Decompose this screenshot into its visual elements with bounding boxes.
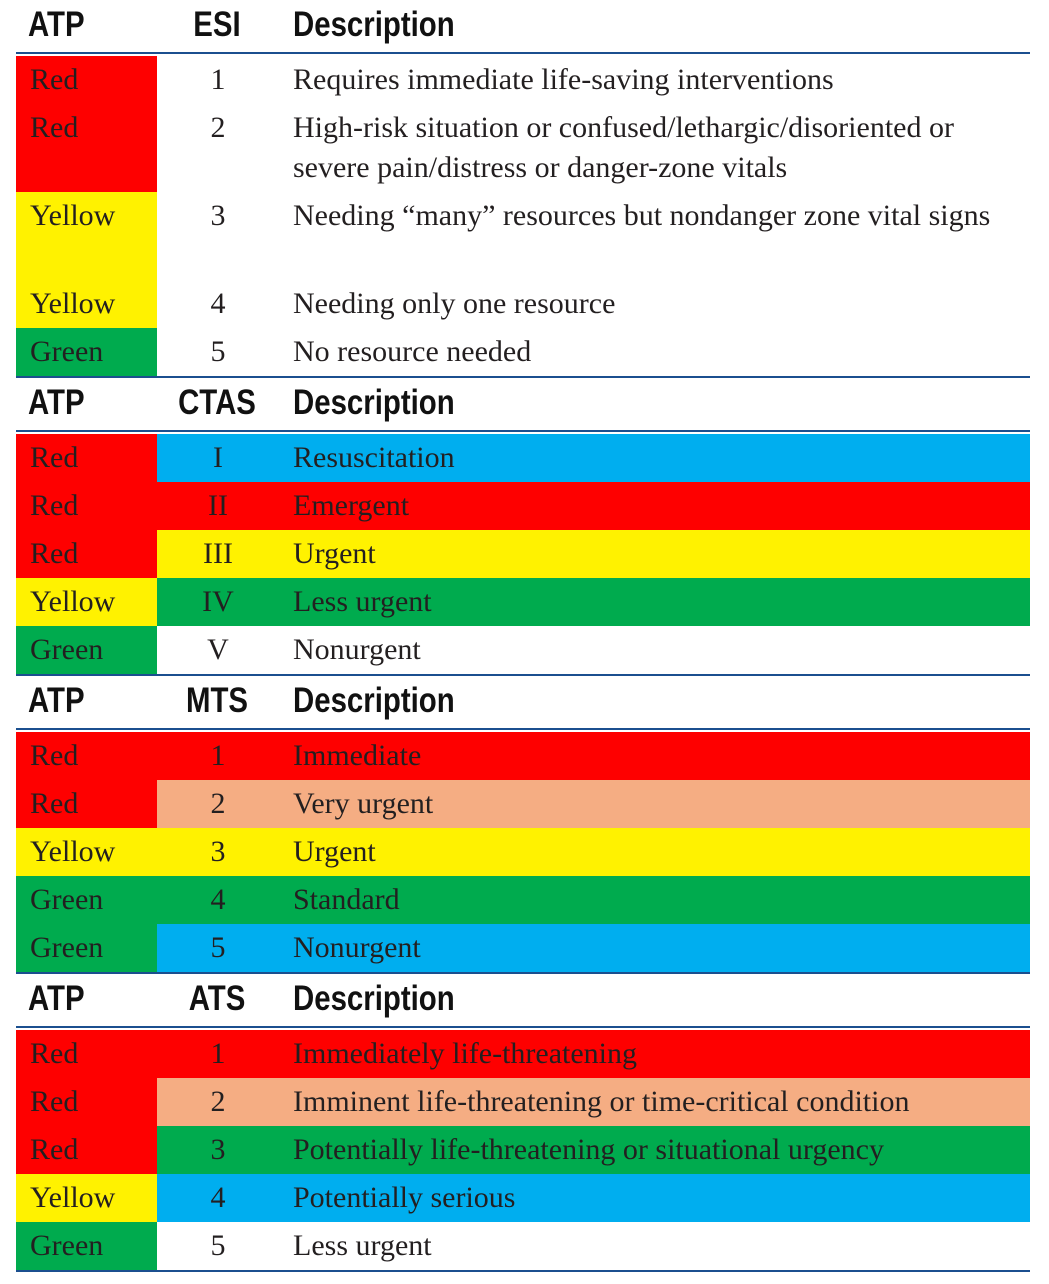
atp-cell: Red	[16, 56, 157, 104]
table-row	[16, 192, 1030, 280]
atp-cell: Yellow	[16, 1174, 157, 1222]
atp-cell: Red	[16, 434, 157, 482]
header-description: Description	[293, 681, 455, 720]
atp-cell: Red	[16, 1126, 157, 1174]
table-row	[16, 828, 1030, 876]
table-row	[16, 328, 1030, 376]
atp-cell: Green	[16, 328, 157, 376]
description-cell: Nonurgent	[293, 931, 421, 964]
atp-cell: Yellow	[16, 280, 157, 328]
atp-cell: Red	[16, 732, 157, 780]
atp-cell: Red	[16, 1078, 157, 1126]
level-cell: 5	[210, 931, 226, 964]
table-row	[16, 482, 1030, 530]
header-atp: ATP	[28, 979, 85, 1018]
header-atp: ATP	[28, 681, 85, 720]
description-cell: Standard	[293, 883, 400, 916]
triage-scale-comparison	[16, 0, 1030, 1272]
table-row	[16, 1078, 1030, 1126]
atp-cell: Red	[16, 482, 157, 530]
table-header	[16, 676, 1030, 730]
header-description: Description	[293, 979, 455, 1018]
table-row	[16, 1174, 1030, 1222]
atp-cell: Red	[16, 104, 157, 192]
atp-cell: Red	[16, 1030, 157, 1078]
table-header	[16, 378, 1030, 432]
header-system: MTS	[185, 681, 249, 720]
table-row	[16, 1030, 1030, 1078]
atp-cell: Yellow	[16, 828, 157, 876]
atp-cell: Green	[16, 626, 157, 674]
header-system: ATS	[188, 979, 246, 1018]
level-cell: 4	[210, 1181, 226, 1214]
description-cell: No resource needed	[293, 335, 532, 368]
level-cell: 5	[210, 335, 226, 368]
level-cell: 3	[210, 1133, 226, 1166]
description-cell: High-risk situation or confused/lethargic/disoriented or severe pain/distress or danger-zone vitals	[293, 111, 954, 184]
level-cell: V	[207, 633, 229, 666]
level-cell: 2	[210, 1085, 226, 1118]
level-cell: 2	[210, 787, 226, 820]
triage-table-esi	[16, 0, 1030, 378]
triage-table-ats	[16, 974, 1030, 1272]
atp-cell: Yellow	[16, 578, 157, 626]
atp-cell: Red	[16, 780, 157, 828]
table-row	[16, 280, 1030, 328]
triage-table-mts	[16, 676, 1030, 974]
table-row	[16, 780, 1030, 828]
level-cell: 5	[210, 1229, 226, 1262]
atp-cell: Red	[16, 530, 157, 578]
triage-table-ctas	[16, 378, 1030, 676]
description-cell: Very urgent	[293, 787, 434, 820]
table-row	[16, 530, 1030, 578]
description-cell: Less urgent	[293, 585, 432, 618]
description-cell: Emergent	[293, 489, 410, 522]
level-cell: 3	[210, 835, 226, 868]
level-cell: II	[208, 489, 228, 522]
table-row	[16, 1222, 1030, 1270]
table-row	[16, 1126, 1030, 1174]
level-cell: 4	[210, 883, 226, 916]
level-cell: 1	[210, 739, 226, 772]
description-cell: Needing only one resource	[293, 287, 616, 320]
level-cell: III	[203, 537, 233, 570]
description-cell: Potentially life-threatening or situational urgency	[293, 1133, 884, 1166]
description-cell: Less urgent	[293, 1229, 432, 1262]
description-cell: Resuscitation	[293, 441, 455, 474]
table-row	[16, 104, 1030, 192]
description-cell: Nonurgent	[293, 633, 421, 666]
header-system: CTAS	[178, 383, 256, 422]
table-row	[16, 732, 1030, 780]
table-row	[16, 626, 1030, 674]
description-cell: Requires immediate life-saving interventions	[293, 63, 834, 96]
description-cell: Potentially serious	[293, 1181, 516, 1214]
level-cell: 1	[210, 1037, 226, 1070]
table-row	[16, 876, 1030, 924]
header-atp: ATP	[28, 383, 85, 422]
level-cell: 3	[210, 199, 226, 232]
atp-cell: Yellow	[16, 192, 157, 280]
description-cell: Immediate	[293, 739, 422, 772]
description-cell: Imminent life-threatening or time-critical condition	[293, 1085, 910, 1118]
atp-cell: Green	[16, 1222, 157, 1270]
table-row	[16, 924, 1030, 972]
level-cell: 4	[210, 287, 226, 320]
table-row	[16, 56, 1030, 104]
table-header	[16, 974, 1030, 1028]
atp-cell: Green	[16, 924, 157, 972]
header-description: Description	[293, 5, 455, 44]
description-cell: Immediately life-threatening	[293, 1037, 638, 1070]
table-row	[16, 578, 1030, 626]
description-cell: Urgent	[293, 537, 376, 570]
header-description: Description	[293, 383, 455, 422]
description-cell: Needing “many” resources but nondanger zone vital signs	[293, 199, 991, 232]
header-system: ESI	[193, 5, 241, 44]
header-atp: ATP	[28, 5, 85, 44]
description-cell: Urgent	[293, 835, 376, 868]
level-cell: 2	[210, 111, 226, 144]
level-cell: I	[213, 441, 223, 474]
level-cell: IV	[202, 585, 234, 618]
level-cell: 1	[210, 63, 226, 96]
atp-cell: Green	[16, 876, 157, 924]
table-header	[16, 0, 1030, 54]
table-row	[16, 434, 1030, 482]
